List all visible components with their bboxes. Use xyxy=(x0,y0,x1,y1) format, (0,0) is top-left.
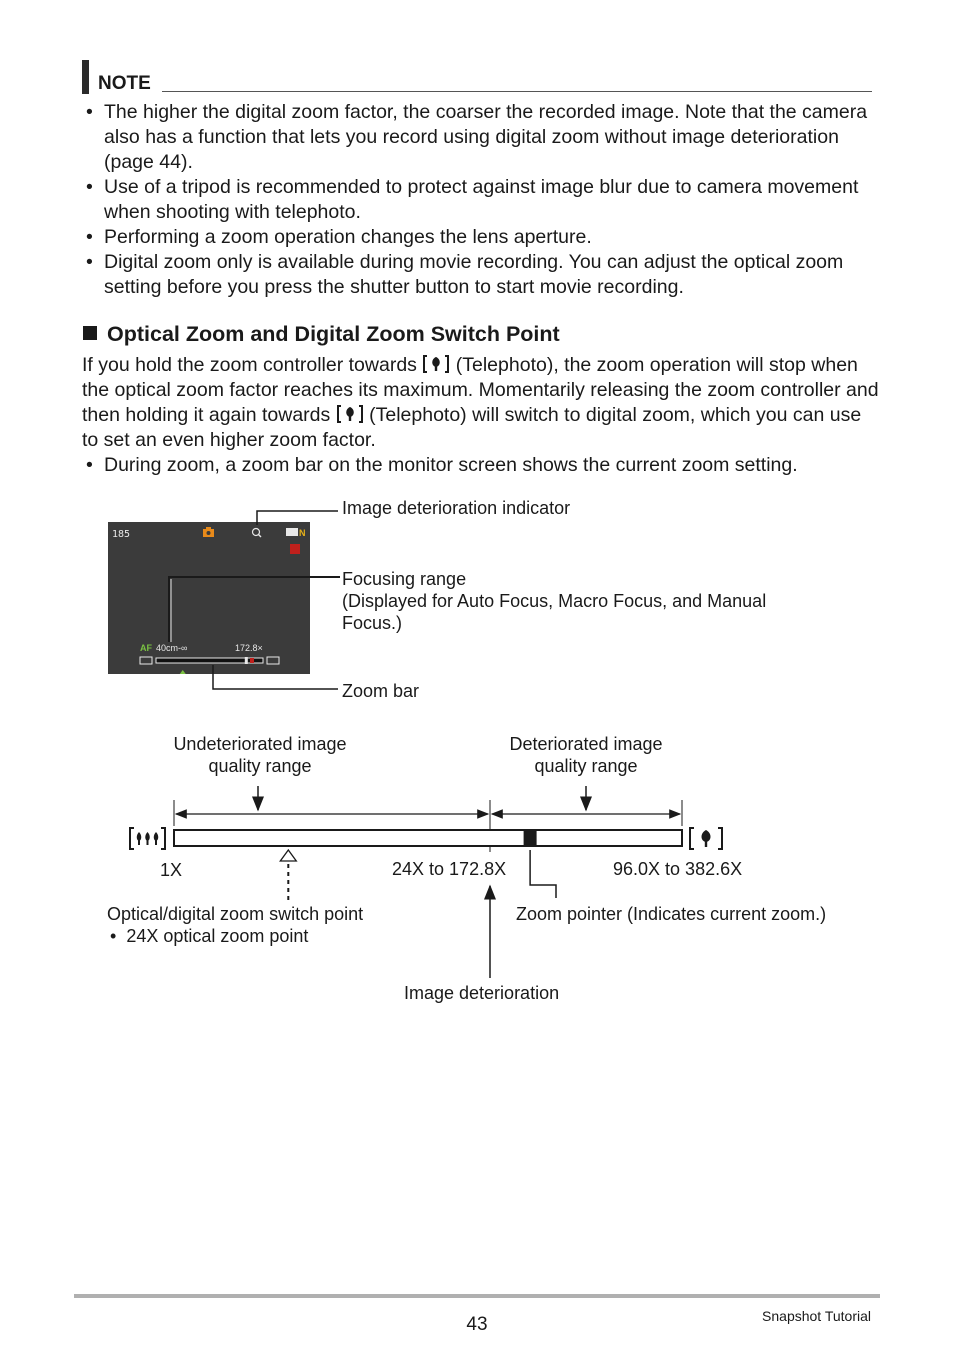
footer-rule xyxy=(74,1294,880,1298)
label-max-range: 96.0X to 382.6X xyxy=(613,859,743,879)
paragraph-part: (Telephoto) will switch to digital zoom, which you can use to set an even higher zoom factor. xyxy=(82,404,862,451)
callout-focusing-range: Focusing range xyxy=(342,569,467,589)
label-1x: 1X xyxy=(160,860,183,880)
section-heading xyxy=(83,322,560,347)
zoom-bar xyxy=(174,830,682,846)
label-deteriorated xyxy=(486,733,686,777)
focus-mode: AF xyxy=(140,643,152,653)
label-deteriorated-line: Deteriorated image xyxy=(509,734,663,754)
section-heading-text: Optical Zoom and Digital Zoom Switch Point xyxy=(107,322,560,346)
label-deteriorated-line: quality range xyxy=(534,756,638,776)
label-switch-point: Optical/digital zoom switch point xyxy=(107,904,364,924)
label-mid-range: 24X to 172.8X xyxy=(392,859,507,879)
paragraph-part: (Telephoto), the zoom operation will stop when the optical zoom factor reaches its maximum. Momentarily releasing the zoom controller and then holding it again towards xyxy=(82,354,879,426)
focus-range-value: 40cm-∞ xyxy=(156,643,188,653)
note-rule xyxy=(162,91,872,92)
section-bullet-list xyxy=(84,453,884,478)
paragraph-part: If you hold the zoom controller towards xyxy=(82,354,417,376)
wide-angle-icon xyxy=(130,828,165,849)
label-undeteriorated xyxy=(160,733,360,777)
callout-focusing-range-note: (Displayed for Auto Focus, Macro Focus, and Manual xyxy=(342,591,767,611)
shot-count: 185 xyxy=(112,529,131,540)
zoom-pointer-callout xyxy=(530,850,556,898)
zoom-factor-value: 172.8× xyxy=(235,643,263,653)
telephoto-icon xyxy=(690,828,722,849)
label-image-deterioration: Image deterioration xyxy=(404,983,560,1003)
telephoto-icon xyxy=(422,355,450,373)
switch-point-marker xyxy=(280,850,296,861)
note-item: • Digital zoom only is available during movie recording. You can adjust the optical zoom setting before you press the shutter button to start movie recording. xyxy=(84,250,874,300)
page-number: 43 xyxy=(466,1314,488,1335)
label-undeteriorated-line: Undeteriorated image xyxy=(173,734,347,754)
callout-focusing-range-note: Focus.) xyxy=(342,613,403,633)
note-item: • The higher the digital zoom factor, the coarser the recorded image. Note that the camera also has a function that lets you record using digital zoom without image deterioration (page 44). xyxy=(84,100,874,175)
label-undeteriorated-line: quality range xyxy=(208,756,312,776)
zoom-pointer xyxy=(524,829,537,847)
label-zoom-pointer: Zoom pointer (Indicates current zoom.) xyxy=(516,904,827,924)
zoom-range-diagram xyxy=(0,780,954,990)
section-bullet: • During zoom, a zoom bar on the monitor screen shows the current zoom setting. xyxy=(84,453,884,478)
note-marker xyxy=(82,60,89,94)
image-size-icon xyxy=(286,528,298,536)
label-switch-point-sub: • 24X optical zoom point xyxy=(110,926,309,946)
section-paragraph xyxy=(82,353,882,453)
warning-icon xyxy=(290,544,300,554)
note-item: • Use of a tripod is recommended to protect against image blur due to camera movement when shooting with telephoto. xyxy=(84,175,874,225)
telephoto-icon xyxy=(336,405,364,423)
monitor-screen xyxy=(108,522,310,674)
callout-zoom-bar: Zoom bar xyxy=(342,681,420,701)
label-switch-point-sub-text: 24X optical zoom point xyxy=(126,926,309,946)
callout-deterioration-indicator: Image deterioration indicator xyxy=(342,498,571,518)
square-bullet-icon xyxy=(83,326,97,340)
note-list xyxy=(84,100,874,300)
quality-badge: N xyxy=(299,528,306,538)
section-name: Snapshot Tutorial xyxy=(762,1308,871,1324)
note-item: • Performing a zoom operation changes the lens aperture. xyxy=(84,225,874,250)
note-label: NOTE xyxy=(98,73,151,94)
camera-screen-illustration xyxy=(100,490,360,700)
